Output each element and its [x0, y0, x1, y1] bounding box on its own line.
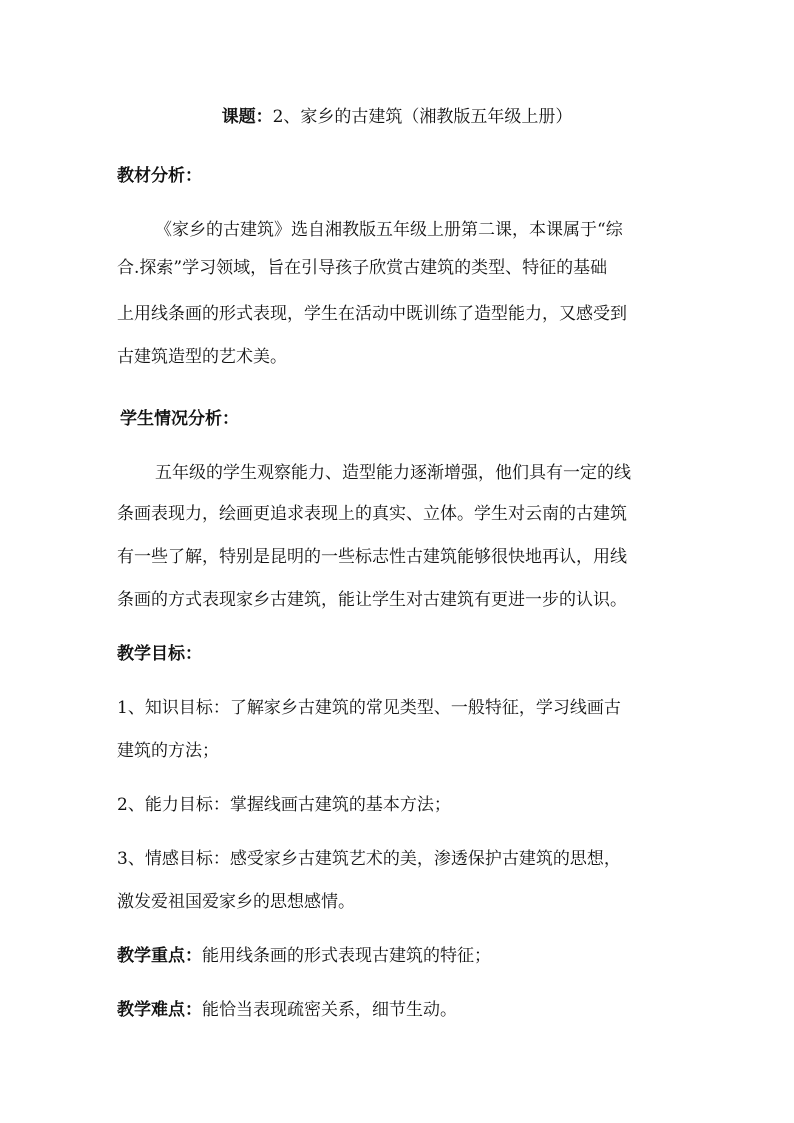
- teaching-goals-heading: 教学目标：: [117, 644, 202, 664]
- material-analysis-heading: 教材分析：: [117, 166, 202, 186]
- student-line-4: 条画的方式表现家乡古建筑，能让学生对古建筑有更进一步的认识。: [117, 590, 627, 610]
- title-text: 2、家乡的古建筑（湘教版五年级上册）: [272, 107, 573, 127]
- title-label: 课题：: [221, 107, 273, 127]
- goal-item-3-cont: 激发爱祖国爱家乡的思想感情。: [117, 892, 355, 912]
- material-line-1: 《家乡的古建筑》选自湘教版五年级上册第二课，本课属于“综: [155, 220, 623, 240]
- student-line-2: 条画表现力，绘画更追求表现上的真实、立体。学生对云南的古建筑: [117, 504, 627, 524]
- goal-item-1-cont: 建筑的方法；: [117, 741, 219, 761]
- material-line-2: 合.探索”学习领域，旨在引导孩子欣赏古建筑的类型、特征的基础: [117, 258, 608, 278]
- difficulty-text: 能恰当表现疏密关系，细节生动。: [202, 1000, 457, 1020]
- lesson-title: [0, 106, 794, 128]
- student-line-3: 有一些了解，特别是昆明的一些标志性古建筑能够很快地再认，用线: [117, 547, 627, 567]
- difficulty-label: 教学难点：: [117, 1000, 202, 1020]
- goal-item-3: 3、情感目标：感受家乡古建筑艺术的美，渗透保护古建筑的思想，: [117, 849, 621, 869]
- student-analysis-heading: 学生情况分析：: [120, 409, 239, 429]
- teaching-key-point: [117, 945, 697, 967]
- key-point-text: 能用线条画的形式表现古建筑的特征；: [202, 946, 491, 966]
- material-line-3: 上用线条画的形式表现，学生在活动中既训练了造型能力，又感受到: [117, 304, 627, 324]
- goal-item-1: 1、知识目标：了解家乡古建筑的常见类型、一般特征，学习线画古: [117, 698, 621, 718]
- material-line-4: 古建筑造型的艺术美。: [117, 347, 287, 367]
- goal-item-2: 2、能力目标：掌握线画古建筑的基本方法；: [117, 795, 451, 815]
- key-point-label: 教学重点：: [117, 946, 202, 966]
- teaching-difficulty: [117, 999, 697, 1021]
- student-line-1: 五年级的学生观察能力、造型能力逐渐增强，他们具有一定的线: [155, 463, 631, 483]
